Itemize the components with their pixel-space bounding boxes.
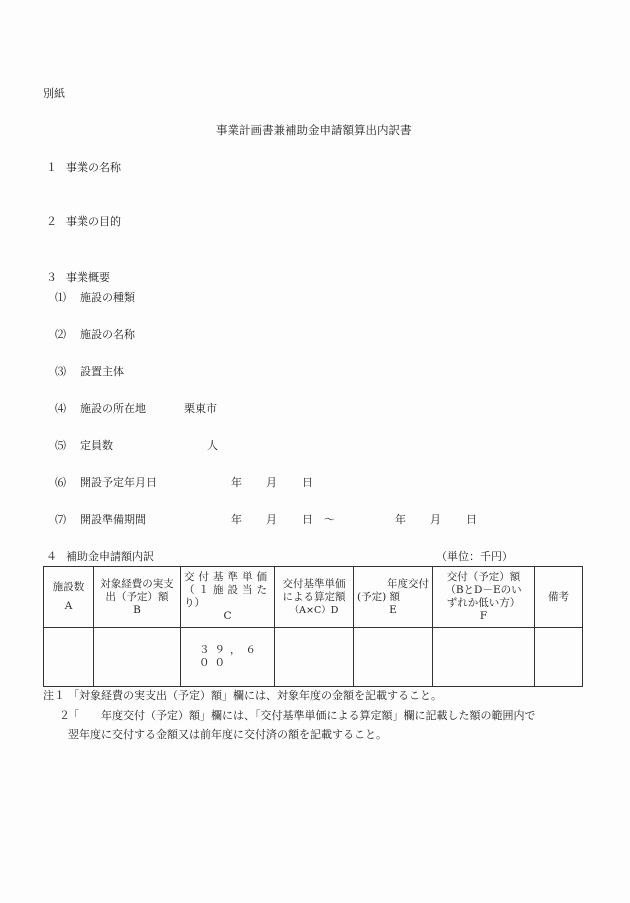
item-6-month: 月 xyxy=(266,476,277,489)
section-4-num: ４ xyxy=(46,550,57,563)
item-7-day2: 日 xyxy=(466,513,477,526)
cell-c: ３９，６００ xyxy=(181,628,275,687)
note-1-text: 「対象経費の実支出（予定）額」欄には、対象年度の金額を記載すること。 xyxy=(68,689,442,702)
item-4-label: 施設の所在地 xyxy=(80,402,146,415)
section-3-label: 事業概要 xyxy=(66,271,110,284)
item-7-day: 日 xyxy=(302,513,313,526)
item-5-label: 定員数 xyxy=(80,439,113,452)
item-6-year: 年 xyxy=(231,476,242,489)
item-3-num: ⑶ xyxy=(55,365,66,378)
item-4-num: ⑷ xyxy=(55,402,66,415)
header-e: 年度交付 (予定) 額 E xyxy=(354,567,433,628)
item-7-label: 開設準備期間 xyxy=(80,513,146,526)
item-6-label: 開設予定年月日 xyxy=(80,476,157,489)
item-6-num: ⑹ xyxy=(55,476,66,489)
item-2-num: ⑵ xyxy=(55,328,66,341)
cell-a xyxy=(44,628,94,687)
header-c: 交付基準単価 （１施設当た り） C xyxy=(181,567,275,628)
header-d: 交付基準単価 による算定額 （A×C）D xyxy=(275,567,354,628)
subsidy-breakdown-table xyxy=(43,566,583,687)
note-2-text: 「 年度交付（予定）額」欄には、「交付基準単価による算定額」欄に記載した額の範囲内で xyxy=(68,709,536,722)
cell-remarks xyxy=(535,628,583,687)
item-7-year: 年 xyxy=(231,513,242,526)
item-5-num: ⑸ xyxy=(55,439,66,452)
section-3-num: ３ xyxy=(46,271,57,284)
cell-e xyxy=(354,628,433,687)
section-1-num: １ xyxy=(46,161,57,174)
item-1-num: ⑴ xyxy=(55,291,66,304)
header-b: 対象経費の実支 出（予定）額 B xyxy=(94,567,181,628)
item-5-unit: 人 xyxy=(207,439,218,452)
item-3-label: 設置主体 xyxy=(80,365,124,378)
cell-b xyxy=(94,628,181,687)
header-remarks: 備考 xyxy=(535,567,583,628)
item-1-label: 施設の種類 xyxy=(80,291,135,304)
item-6-day: 日 xyxy=(302,476,313,489)
attachment-label: 別紙 xyxy=(43,87,65,100)
item-7-tilde: ～ xyxy=(324,513,335,526)
unit-label: （単位：千円） xyxy=(436,550,513,563)
note-2-continuation: 翌年度に交付する金額又は前年度に交付済の額を記載すること。 xyxy=(68,728,387,741)
note-2-num: ２ xyxy=(59,709,70,722)
section-2-label: 事業の目的 xyxy=(66,215,121,228)
section-4-label: 補助金申請額内訳 xyxy=(66,550,154,563)
cell-d xyxy=(275,628,354,687)
cell-f xyxy=(433,628,535,687)
section-2-num: ２ xyxy=(46,215,57,228)
header-a: 施設数 A xyxy=(44,567,94,628)
item-4-value: 栗東市 xyxy=(184,402,217,415)
item-7-month2: 月 xyxy=(430,513,441,526)
note-1-num: 注１ xyxy=(43,689,65,702)
header-f: 交付（予定）額 （BとD－Eのい ずれか低い方） F xyxy=(433,567,535,628)
table-row xyxy=(44,628,583,687)
item-7-month: 月 xyxy=(266,513,277,526)
table-header-row xyxy=(44,567,583,628)
item-7-year2: 年 xyxy=(395,513,406,526)
document-title: 事業計画書兼補助金申請額算出内訳書 xyxy=(216,123,412,137)
section-1-label: 事業の名称 xyxy=(66,161,121,174)
item-7-num: ⑺ xyxy=(55,513,66,526)
item-2-label: 施設の名称 xyxy=(80,328,135,341)
